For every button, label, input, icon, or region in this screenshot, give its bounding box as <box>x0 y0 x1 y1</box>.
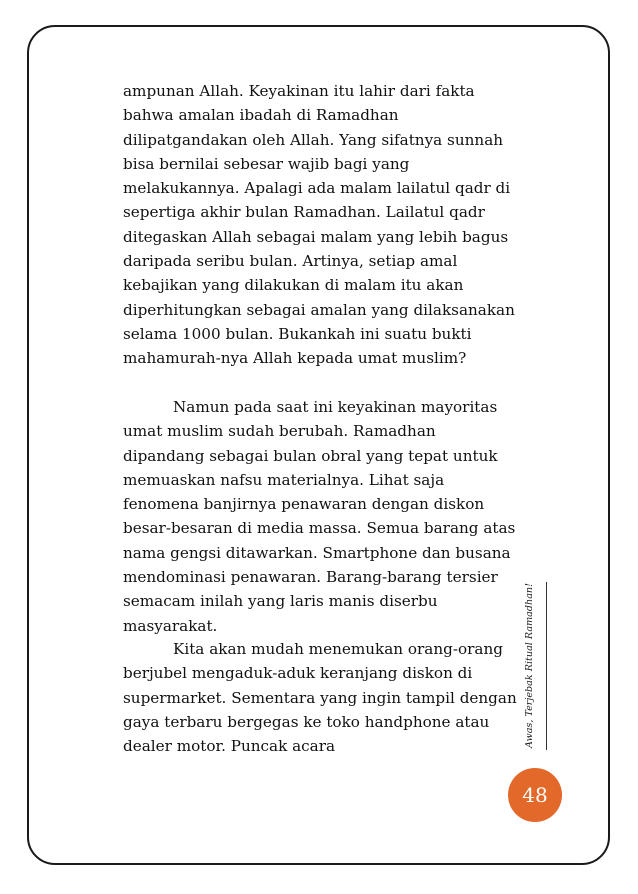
body-text <box>123 79 519 756</box>
page-number: 48 <box>522 783 548 807</box>
running-title: Awas, Terjebak Ritual Ramadhan! <box>524 583 535 748</box>
paragraph-1: ampunan Allah. Keyakinan itu lahir dari fakta bahwa amalan ibadah di Ramadhan dilipatgandakan oleh Allah. Yang sifatnya sunnah bisa bernilai sebesar wajib bagi yang melakukannya. Apalagi ada malam lailatul qadr di sepertiga akhir bulan Ramadhan. Lailatul qadr ditegaskan Allah sebagai malam yang lebih bagus daripada seribu bulan. Artinya, setiap amal kebajikan yang dilakukan di malam itu akan diperhitungkan sebagai amalan yang dilaksanakan selama 1000 bulan. Bukankah ini suatu bukti mahamurah-nya Allah kepada umat muslim? <box>123 82 515 368</box>
paragraph-3: Kita akan mudah menemukan orang-orang berjubel mengaduk-aduk keranjang diskon di supermarket. Sementara yang ingin tampil dengan gaya terbaru bergegas ke toko handphone atau dealer motor. Puncak acara <box>123 640 517 756</box>
page-number-badge <box>508 768 562 822</box>
running-title-rule <box>546 582 547 750</box>
paragraph-2: Namun pada saat ini keyakinan mayoritas umat muslim sudah berubah. Ramadhan dipandang sebagai bulan obral yang tepat untuk memuaskan nafsu materialnya. Lihat saja fenomena banjirnya penawaran dengan diskon besar-besaran di media massa. Semua barang atas nama gengsi ditawarkan. Smartphone dan busana mendominasi penawaran. Barang-barang tersier semacam inilah yang laris manis diserbu masyarakat. <box>123 398 516 635</box>
